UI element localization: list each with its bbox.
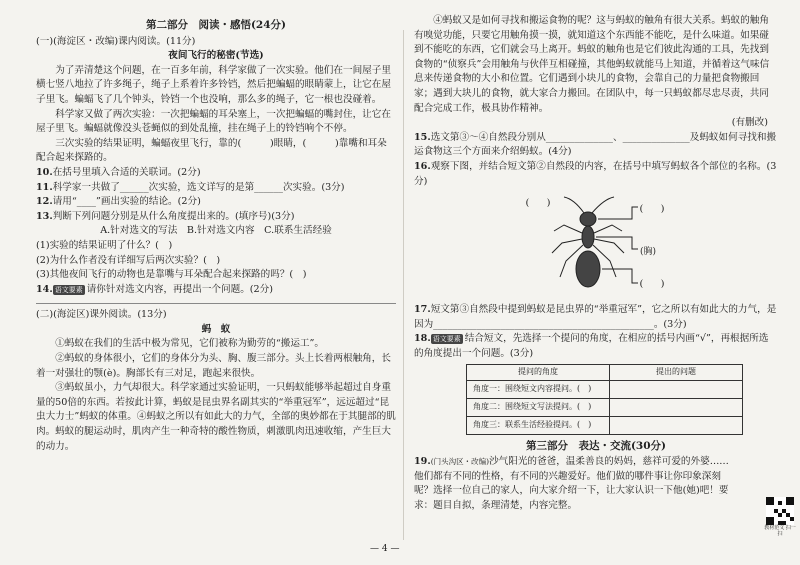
table-row [467, 380, 743, 398]
table-header: 提出的问题 [610, 364, 743, 380]
question-16: 16.观察下图，并结合短文第②自然段的内容，在括号中填写蚂蚁各个部位的名称。(3分) [414, 160, 777, 187]
sub1-heading: (一)(海淀区・改编)课内阅读。(11分) [36, 35, 196, 47]
ant-icon [414, 191, 778, 301]
left-column [36, 14, 396, 454]
section-divider [36, 303, 396, 304]
passage2-para: ④蚂蚁又是如何寻找和搬运食物的呢？这与蚂蚁的触角有很大关系。蚂蚁的触角有嗅觉功能，只要它用触角摸一摸，就知道这个东西能不能吃，是什么味道。如果碰到不能吃的东西，它们就会马上离开。蚂蚁的触角也是它们彼此沟通的工具，先找到食物的“侦察兵”会用触角与伙伴互相碰撞，其他蚂蚁就能马上知道，并循着这气味信息来传递食物的大小和位置。它们遇到小块儿的食物，会靠自己的力量把食物搬回家；遇到大块儿的食物，就大家合力搬回。在团队中，每一只蚂蚁都尽忠尽责，共同配合完成工作，极具协作精神。 [414, 15, 770, 114]
passage2-title: 蚂 蚁 [201, 323, 231, 335]
answer-cell[interactable] [610, 380, 743, 398]
table-cell: 角度二：围绕短文写法提问。( ) [467, 398, 610, 416]
passage1-para: 科学家又做了两次实验：一次把蝙蝠的耳朵塞上，一次把蝙蝠的嘴封住，让它在屋子里飞。蝙蝠就像没头苍蝇似的到处乱撞，挂在绳子上的铃铛响个不停。 [36, 108, 391, 135]
key-element-tag: 语文要素 [54, 285, 83, 294]
question-19: 19.(门头沟区・改编)沙气阳光的爸爸，温柔善良的妈妈，慈祥可爱的外婆……他们都有不同的性格，有不同的兴趣爱好。他们做的哪件事让你印象深刻呢？选择一位自己的家人，向大家介绍一下，让大家认识一下他(她)吧！要求：题目自拟，条理清楚，内容完整。 [414, 456, 729, 511]
svg-text:( ): ( ) [640, 203, 664, 214]
answer-cell[interactable] [610, 398, 743, 416]
table-row [467, 398, 743, 416]
table-cell: 角度三：联系生活经验提问。( ) [467, 416, 610, 434]
passage1-para: 三次实验的结果证明，蝙蝠夜里飞行，靠的( )眼睛，( )靠嘴和耳朵配合起来探路的。 [36, 137, 387, 164]
question-13: 13.判断下列问题分别是从什么角度提出来的。(填序号)(3分) [36, 210, 295, 222]
sub2-heading: (二)(海淀区)课外阅读。(13分) [36, 309, 167, 321]
question-14: 14. 语文要素 请你针对选文内容，再提出一个问题。(2分) [36, 283, 273, 295]
ant-diagram [414, 191, 778, 301]
part3-title: 第三部分 表达・交流(30分) [525, 439, 667, 452]
table-header: 提问的角度 [467, 364, 610, 380]
source-note: (有删改) [731, 117, 768, 129]
answer-cell[interactable] [610, 416, 743, 434]
question-angle-table [466, 364, 743, 435]
ant-thorax-label: (胸) [640, 247, 657, 258]
passage2-para: ③蚂蚁虽小，力气却很大。科学家通过实验证明，一只蚂蚁能够举起超过自身重量的50倍的东西。若按此计算，蚂蚁是昆虫界名副其实的“举重冠军”，远远超过“昆虫大力士”蚂蚁的体重。④蚂蚁之所以有如此大的力气，全部的奥妙都在于其腿部的肌肉。蚂蚁的腿运动时，肌肉产生一种奇特的酸性物质，刺激肌肉迅速收缩，产生巨大的动力。 [36, 382, 396, 452]
question-11: 11.科学家一共做了______次实验，选文详写的是第______次实验。(3分) [36, 181, 345, 193]
qr-caption: 教材范文 扫一扫 [764, 525, 796, 537]
question-12: 12.请用“____”画出实验的结论。(2分) [36, 196, 201, 208]
question-18: 18. 语文要素 结合短文，先选择一个提问的角度，在相应的括号内画“√”，再根据所选的角度提出一个问题。(3分) [414, 333, 769, 359]
svg-text:( ): ( ) [640, 278, 664, 289]
q13-item: (2)为什么作者没有详细写后两次实验？( ) [36, 254, 221, 266]
svg-text:( ): ( ) [526, 197, 550, 208]
right-column [414, 14, 778, 513]
q13-options: A.针对选文的写法 B.针对选文内容 C.联系生活经验 [100, 225, 332, 237]
table-row [467, 416, 743, 434]
qr-code-icon[interactable] [766, 497, 794, 525]
question-17: 17.短文第③自然段中提到蚂蚁是昆虫界的“举重冠军”，它之所以有如此大的力气，是因为______________________________________________。(3分) [414, 304, 777, 330]
question-15: 15.选文第③～④自然段分别从______________、______________及蚂蚁如何寻找和搬运食物这三个方面来介绍蚂蚁。(4分) [414, 131, 777, 158]
key-element-tag: 语文要素 [432, 335, 461, 344]
passage1-title: 夜间飞行的秘密(节选) [168, 50, 264, 62]
page-number: — 4 — [370, 544, 400, 554]
table-cell: 角度一：围绕短文内容提问。( ) [467, 380, 610, 398]
passage1-para: 为了弄清楚这个问题，在一百多年前，科学家做了一次实验。他们在一间屋子里横七竖八地拉了许多绳子，绳子上系着许多铃铛，然后把蝙蝠的眼睛蒙上，让它在屋子里飞。蝙蝠飞了几个钟头，铃铛一个也没响，那么多的绳子，它一根也没碰着。 [36, 64, 391, 105]
passage2-para: ①蚂蚁在我们的生活中极为常见，它们被称为勤劳的“搬运工”。 [55, 338, 325, 350]
q13-item: (3)其他夜间飞行的动物也是靠嘴与耳朵配合起来探路的吗？( ) [36, 269, 307, 281]
part2-title: 第二部分 阅读・感悟(24分) [145, 19, 287, 31]
question-10: 10.在括号里填入合适的关联词。(2分) [36, 166, 201, 178]
column-divider [403, 30, 404, 540]
q13-item: (1)实验的结果证明了什么？( ) [36, 239, 173, 251]
passage2-para: ②蚂蚁的身体很小，它们的身体分为头、胸、腹三部分。头上长着两根触角，长着一对强壮的颚(è)。胸部长有三对足，跑起来很快。 [36, 353, 391, 379]
